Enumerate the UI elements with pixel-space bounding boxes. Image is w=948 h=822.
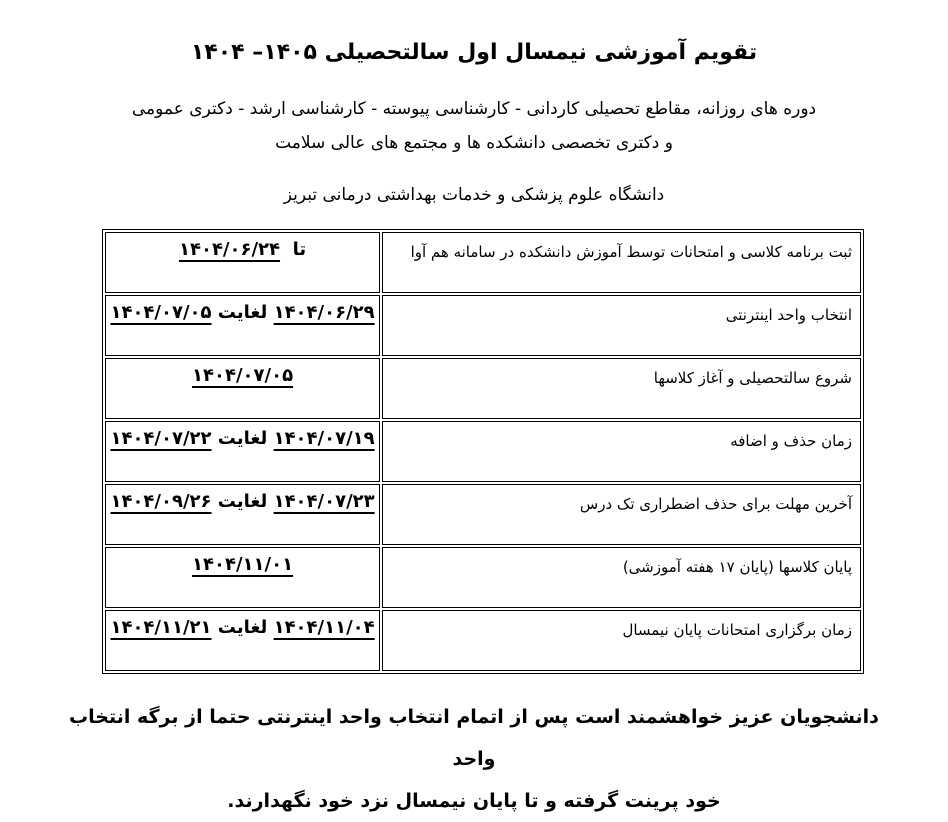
date-end: ۱۴۰۴/۰۷/۰۵ — [110, 302, 212, 323]
date-start: ۱۴۰۴/۰۷/۰۵ — [192, 365, 294, 386]
date-cell — [105, 232, 380, 293]
event-cell: آخرین مهلت برای حذف اضطراری تک درس — [382, 484, 861, 545]
date-connector: لغایت — [217, 428, 268, 449]
table-row — [105, 295, 861, 356]
date-cell — [105, 295, 380, 356]
date-start: ۱۴۰۴/۰۶/۲۹ — [273, 302, 375, 323]
table-row — [105, 232, 861, 293]
notice-line-1: دانشجویان عزیز خواهشمند است پس از اتمام انتخاب واحد اینترنتی حتما از برگه انتخاب واحد — [69, 706, 879, 770]
notice-line-2: خود پرینت گرفته و تا پایان نیمسال نزد خود نگهدارند. — [227, 790, 721, 812]
table-row — [105, 610, 861, 671]
table-row — [105, 484, 861, 545]
date-connector: لغایت — [217, 617, 268, 638]
event-cell: انتخاب واحد اینترنتی — [382, 295, 861, 356]
table-row — [105, 547, 861, 608]
date-prefix: تا — [292, 239, 307, 260]
table-row — [105, 358, 861, 419]
subtitle-line-1: دوره های روزانه، مقاطع تحصیلی کاردانی - کارشناسی پیوسته - کارشناسی ارشد - دکتری عمومی — [131, 99, 817, 119]
event-cell: ثبت برنامه کلاسی و امتحانات توسط آموزش دانشکده در سامانه هم آوا — [382, 232, 861, 293]
date-cell — [105, 421, 380, 482]
university-name: دانشگاه علوم پزشکی و خدمات بهداشتی درمانی تبریز — [283, 185, 665, 205]
date-connector: لغایت — [217, 302, 268, 323]
date-start: ۱۴۰۴/۱۱/۰۴ — [273, 617, 375, 638]
student-notice — [60, 696, 888, 822]
event-cell: شروع سالتحصیلی و آغاز کلاسها — [382, 358, 861, 419]
date-start: ۱۴۰۴/۰۷/۲۳ — [273, 491, 375, 512]
date-start: ۱۴۰۴/۰۷/۱۹ — [273, 428, 375, 449]
document-title: تقویم آموزشی نیمسال اول سالتحصیلی ۱۴۰۵– ۱۴۰۴ — [190, 40, 758, 65]
date-start: ۱۴۰۴/۰۶/۲۴ — [178, 239, 281, 260]
date-connector: لغایت — [217, 491, 268, 512]
event-cell: زمان برگزاری امتحانات پایان نیمسال — [382, 610, 861, 671]
date-cell — [105, 358, 380, 419]
date-start: ۱۴۰۴/۱۱/۰۱ — [192, 554, 294, 575]
document-subtitle — [90, 92, 858, 160]
table-row — [105, 421, 861, 482]
subtitle-line-2: و دکتری تخصصی دانشکده ها و مجتمع های عالی سلامت — [275, 133, 673, 153]
date-end: ۱۴۰۴/۰۷/۲۲ — [110, 428, 212, 449]
date-cell — [105, 484, 380, 545]
date-end: ۱۴۰۴/۰۹/۲۶ — [110, 491, 212, 512]
event-cell: زمان حذف و اضافه — [382, 421, 861, 482]
schedule-table — [102, 229, 864, 674]
date-cell — [105, 547, 380, 608]
date-end: ۱۴۰۴/۱۱/۲۱ — [110, 617, 212, 638]
date-cell — [105, 610, 380, 671]
event-cell: پایان کلاسها (پایان ۱۷ هفته آموزشی) — [382, 547, 861, 608]
